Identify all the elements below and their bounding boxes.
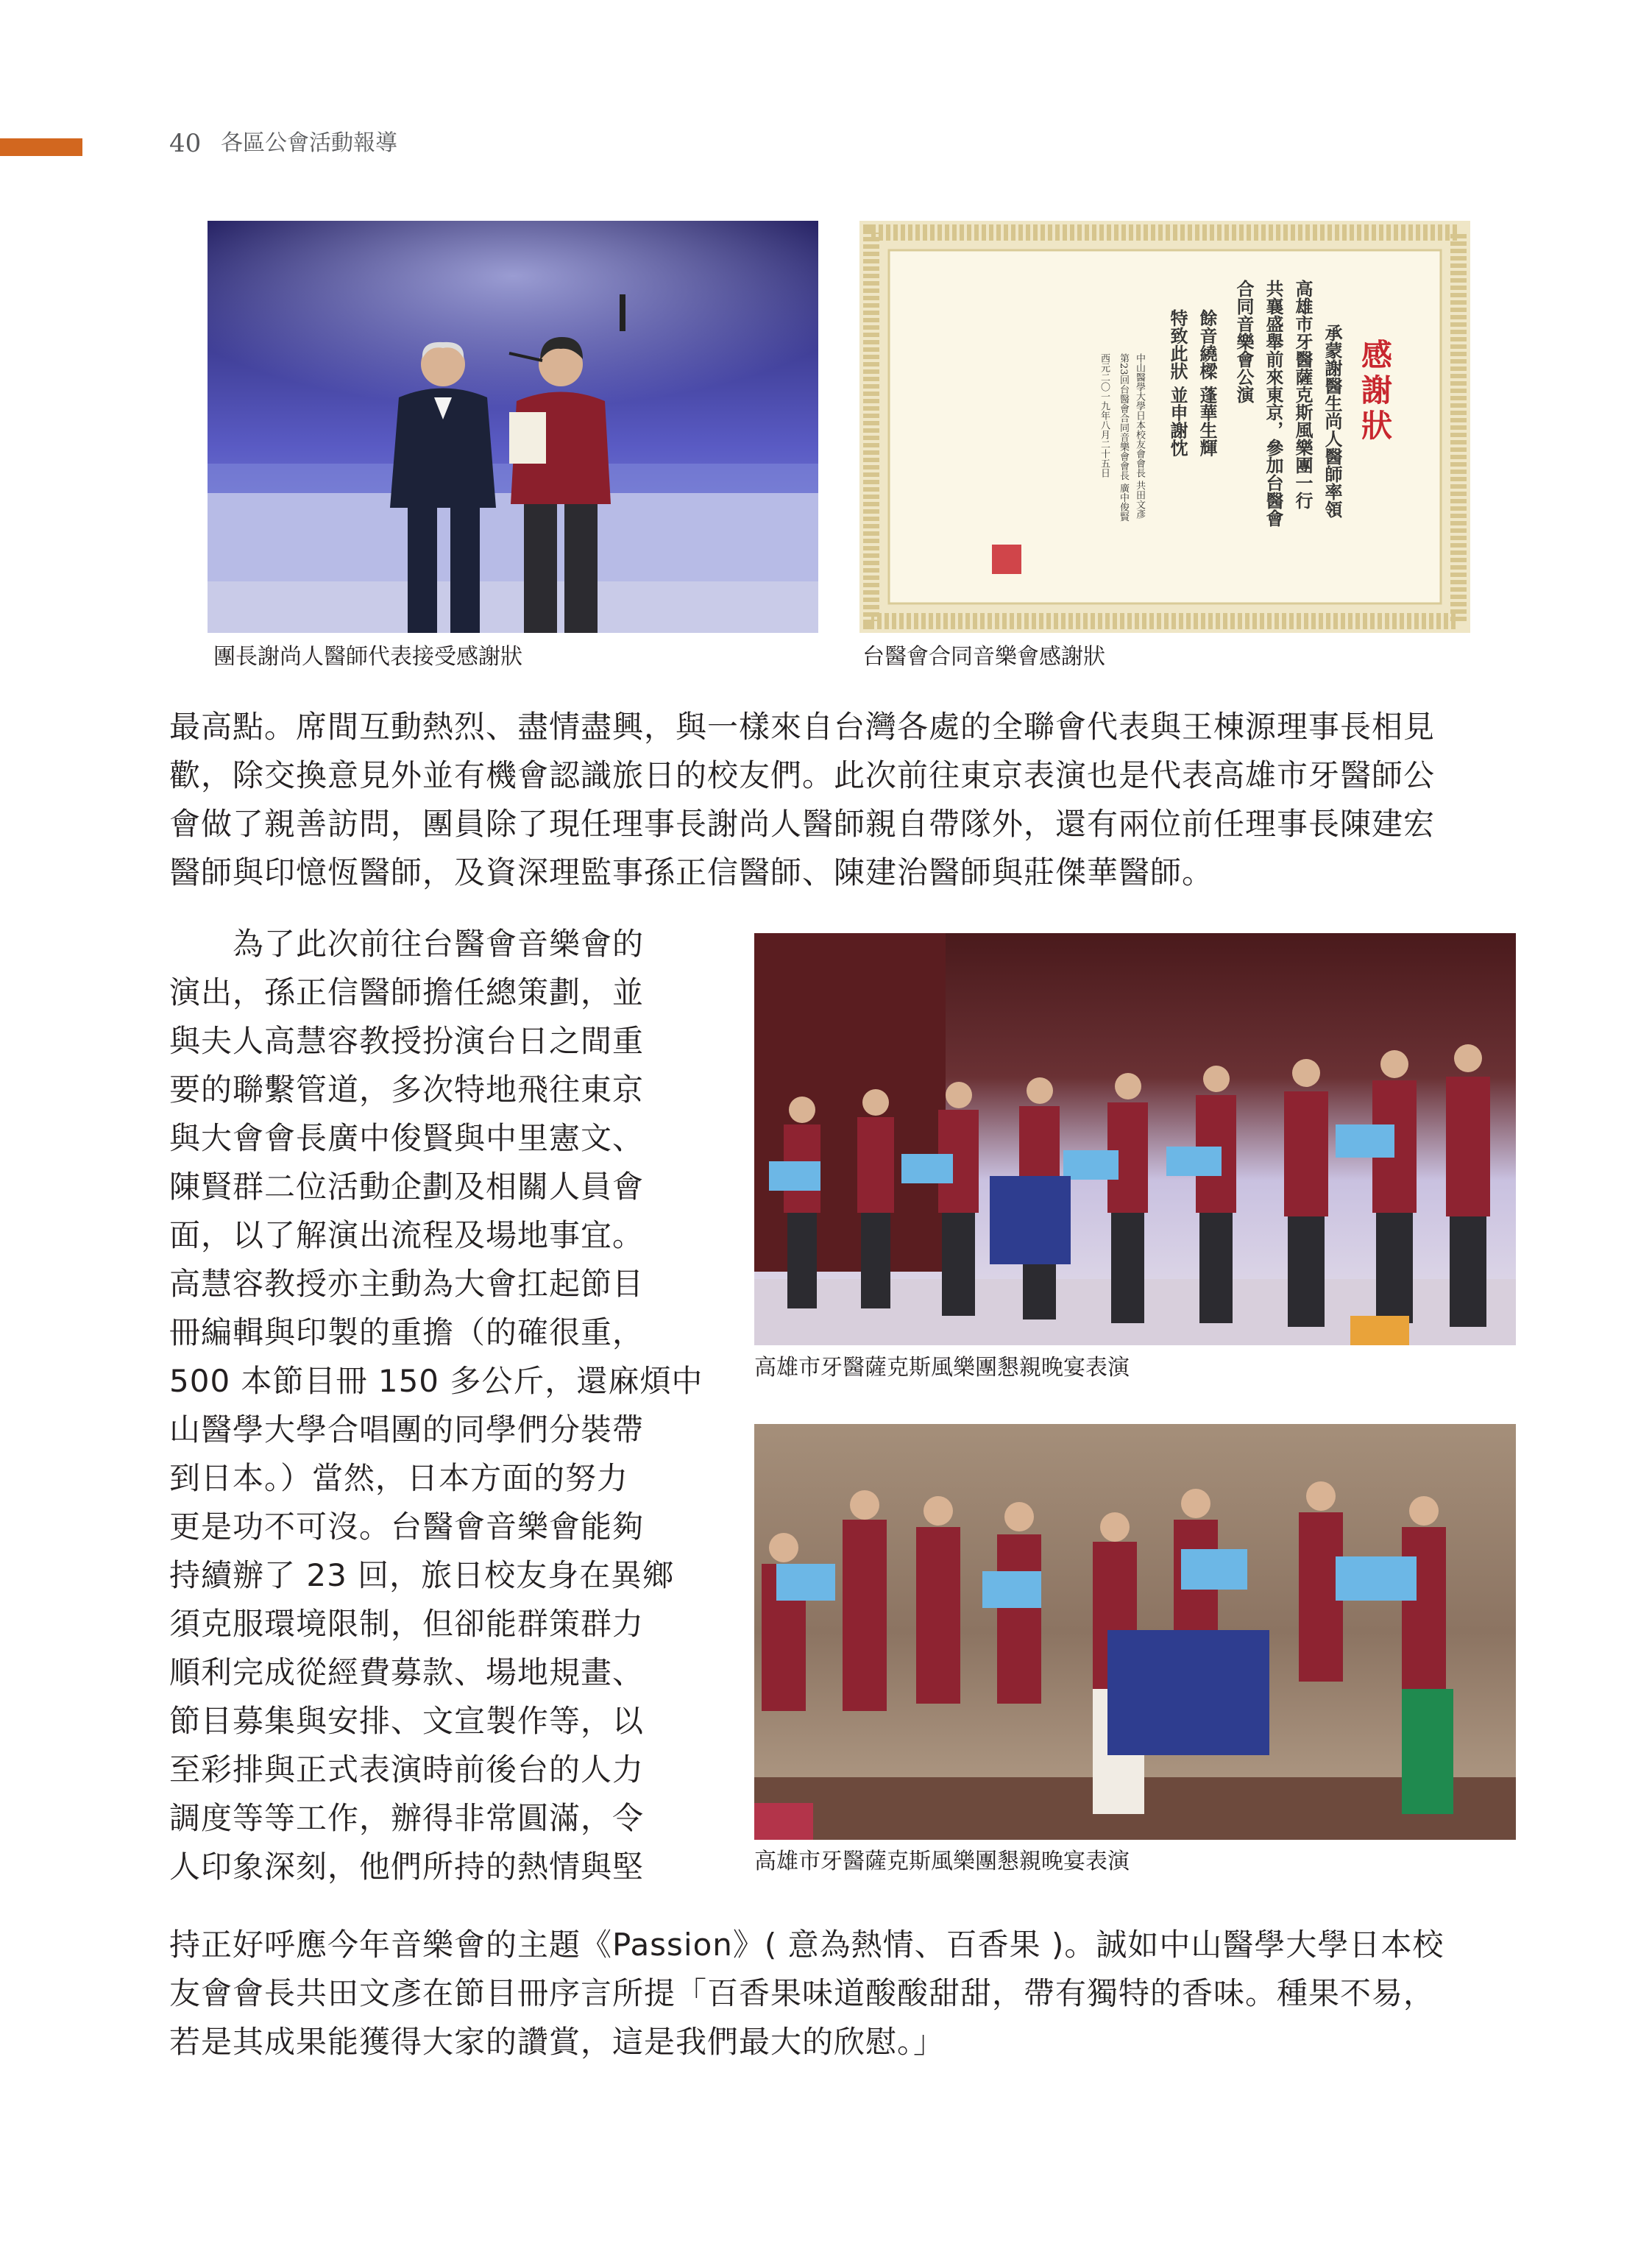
- band-photo-1: [754, 933, 1516, 1345]
- body-line: 順利完成從經費募款、場地規畫、: [169, 1654, 645, 1690]
- body-paragraph-3: [169, 1921, 1516, 2066]
- body-line: 山醫學大學合唱團的同學們分裝帶: [169, 1411, 645, 1448]
- body-line: 更是功不可沒。台醫會音樂會能夠: [169, 1509, 645, 1545]
- certificate-line-4: 合同音樂會公演: [1233, 280, 1255, 403]
- body-line: 節目募集與安排、文宣製作等，以: [169, 1703, 645, 1739]
- body-line: 持正好呼應今年音樂會的主題《Passion》( 意為熱情、百香果 )。誠如中山醫學大學日本校: [169, 1927, 1444, 1963]
- body-line: 調度等等工作，辦得非常圓滿，令: [169, 1800, 645, 1836]
- body-line: 面，以了解演出流程及場地事宜。: [169, 1217, 645, 1253]
- body-line: 醫師與印憶恆醫師，及資深理監事孫正信醫師、陳建治醫師與莊傑華醫師。: [169, 854, 1214, 890]
- body-line: 500 本節目冊 150 多公斤，還麻煩中: [169, 1363, 703, 1399]
- body-line: 為了此次前往台醫會音樂會的: [169, 926, 645, 962]
- body-line: 至彩排與正式表演時前後台的人力: [169, 1751, 645, 1788]
- body-line: 高慧容教授亦主動為大會扛起節目: [169, 1266, 645, 1302]
- body-line: 若是其成果能獲得大家的讚賞，這是我們最大的欣慰。」: [169, 2024, 946, 2060]
- body-paragraph-2: [169, 920, 714, 1891]
- certificate-signature-1: 中山醫學大學日本校友會會長 共田文彥: [1134, 353, 1145, 520]
- band-photo-1-caption: 高雄市牙醫薩克斯風樂團懇親晚宴表演: [754, 1355, 1130, 1381]
- body-line: 冊編輯與印製的重擔（的確很重，: [169, 1314, 645, 1350]
- body-line: 友會會長共田文彥在節目冊序言所提「百香果味道酸酸甜甜，帶有獨特的香味。種果不易，: [169, 1975, 1436, 2011]
- body-line: 持續辦了 23 回，旅日校友身在異鄉: [169, 1557, 675, 1593]
- body-line: 須克服環境限制，但卻能群策群力: [169, 1606, 645, 1642]
- certificate-line-3: 共襄盛舉前來東京，參加台醫會: [1263, 280, 1284, 527]
- body-line: 與大會會長廣中俊賢與中里憲文、: [169, 1120, 645, 1156]
- certificate-signature-2: 第23回台醫會合同音樂會會長 廣中俊賢: [1118, 353, 1129, 522]
- body-line: 陳賢群二位活動企劃及相關人員會: [169, 1169, 645, 1205]
- certificate-line-1: 承蒙謝醫生尚人醫師率領: [1322, 324, 1343, 518]
- body-line: 到日本。）當然，日本方面的努力: [169, 1460, 629, 1496]
- body-line: 人印象深刻，他們所持的熱情與堅: [169, 1849, 645, 1885]
- body-paragraph-1: [169, 703, 1516, 897]
- certificate-photo: [859, 221, 1470, 633]
- body-line: 會做了親善訪問，團員除了現任理事長謝尚人醫師親自帶隊外，還有兩位前任理事長陳建宏: [169, 806, 1436, 842]
- certificate-title: 感謝狀: [1357, 339, 1393, 444]
- certificate-photo-caption: 台醫會合同音樂會感謝狀: [862, 644, 1105, 670]
- band-photo-2-caption: 高雄市牙醫薩克斯風樂團懇親晚宴表演: [754, 1849, 1130, 1874]
- band-photo-2: [754, 1424, 1516, 1840]
- award-photo: [208, 221, 818, 633]
- body-line: 要的聯繫管道，多次特地飛往東京: [169, 1071, 645, 1108]
- body-line: 歡，除交換意見外並有機會認識旅日的校友們。此次前往東京表演也是代表高雄市牙醫師公: [169, 757, 1436, 793]
- body-line: 演出，孫正信醫師擔任總策劃，並: [169, 974, 645, 1010]
- body-line: 與夫人高慧容教授扮演台日之間重: [169, 1023, 645, 1059]
- certificate-seal-icon: [992, 545, 1021, 574]
- body-line: 最高點。席間互動熱烈、盡情盡興，與一樣來自台灣各處的全聯會代表與王棟源理事長相見: [169, 709, 1436, 745]
- certificate-line-5: 餘音繞樑 蓬華生輝: [1197, 309, 1218, 457]
- certificate-line-2: 高雄市牙醫薩克斯風樂團一行: [1292, 280, 1314, 509]
- award-photo-caption: 團長謝尚人醫師代表接受感謝狀: [213, 644, 522, 670]
- certificate-date: 西元二〇一九年八月二十五日: [1099, 353, 1110, 478]
- certificate-line-6: 特致此狀 並申謝忱: [1167, 309, 1188, 457]
- header-accent-bar: [0, 138, 82, 156]
- page-number: 40: [169, 129, 202, 158]
- section-title: 各區公會活動報導: [221, 130, 397, 156]
